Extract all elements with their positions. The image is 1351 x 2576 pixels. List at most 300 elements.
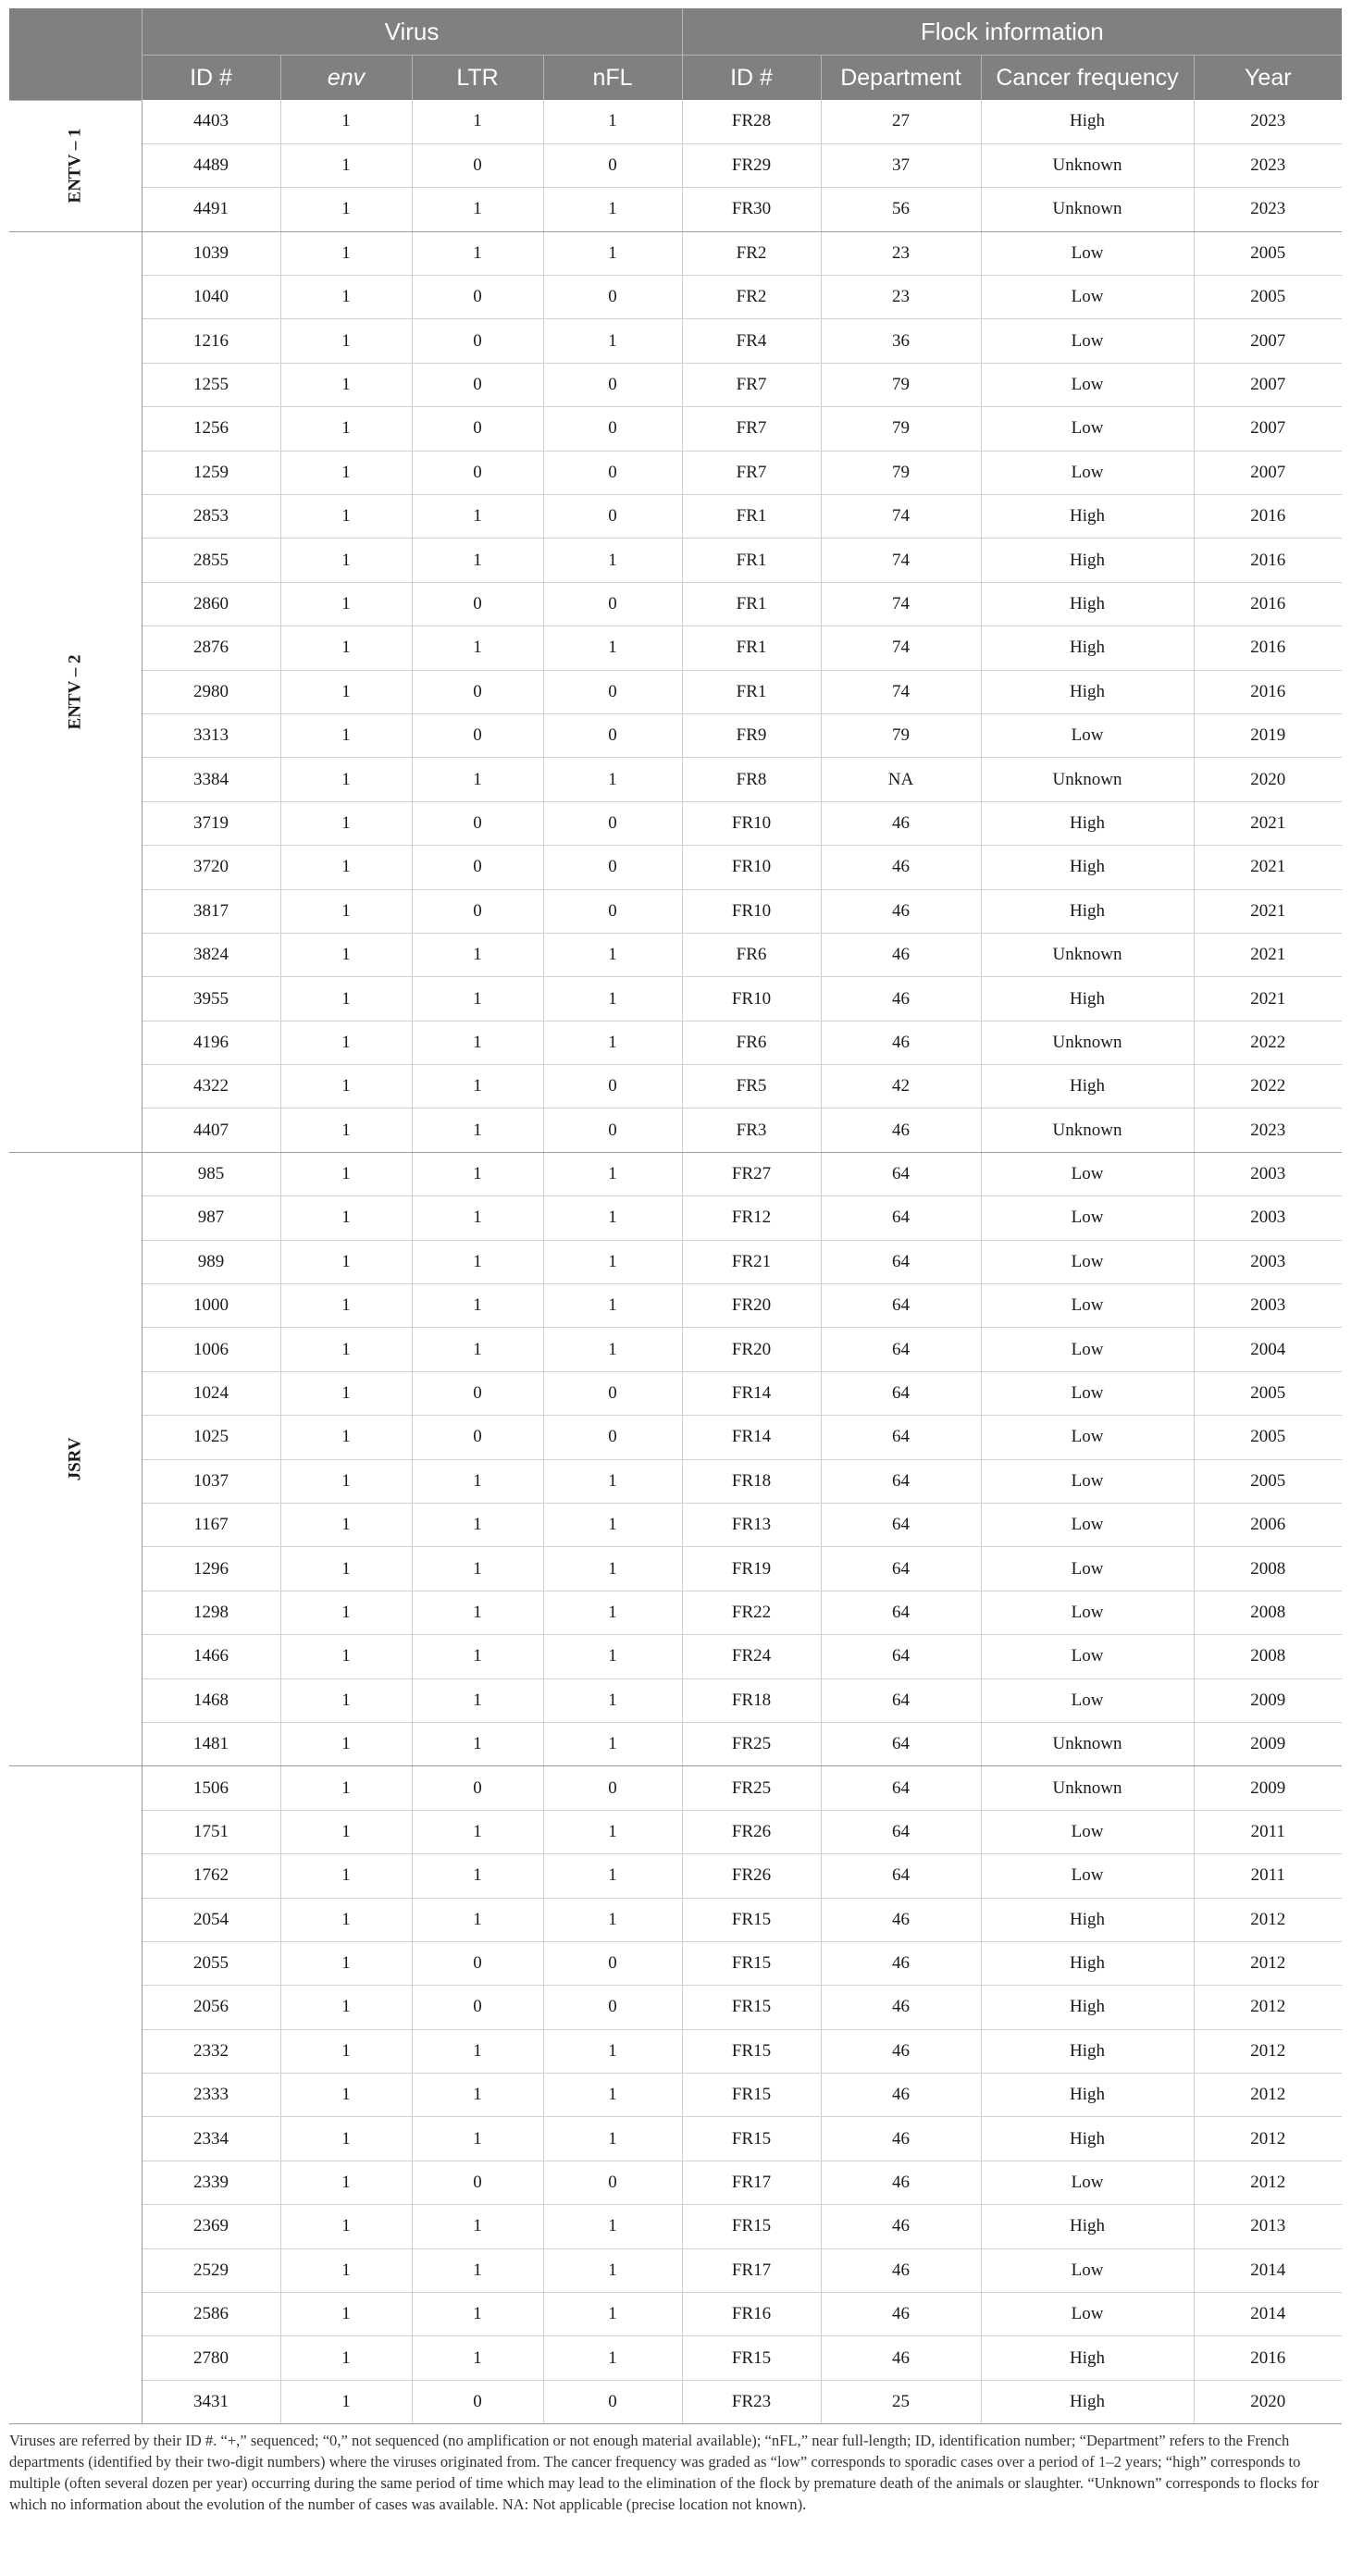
department-cell: 64 — [821, 1547, 981, 1591]
year-cell: 2007 — [1194, 451, 1342, 494]
year-cell: 2007 — [1194, 407, 1342, 451]
virus-id-cell: 1000 — [142, 1284, 280, 1328]
cancer-frequency-cell: High — [981, 539, 1194, 582]
flock-id-cell: FR4 — [682, 319, 821, 363]
ltr-cell: 1 — [412, 2117, 543, 2161]
department-cell: 46 — [821, 2029, 981, 2073]
table-row — [9, 1240, 1342, 1283]
department-cell: 46 — [821, 1898, 981, 1941]
cancer-frequency-cell: High — [981, 1898, 1194, 1941]
department-cell: 79 — [821, 713, 981, 757]
cancer-frequency-cell: Unknown — [981, 933, 1194, 976]
env-cell: 1 — [280, 977, 412, 1021]
table-body — [9, 100, 1342, 2424]
department-cell: 46 — [821, 2117, 981, 2161]
year-cell: 2016 — [1194, 495, 1342, 539]
env-cell: 1 — [280, 1547, 412, 1591]
ltr-cell: 1 — [412, 231, 543, 275]
ltr-cell: 0 — [412, 889, 543, 933]
ltr-cell: 0 — [412, 451, 543, 494]
nfl-cell: 1 — [543, 1898, 682, 1941]
env-cell: 1 — [280, 100, 412, 143]
year-cell: 2004 — [1194, 1328, 1342, 1371]
col-year: Year — [1194, 56, 1342, 101]
year-cell: 2003 — [1194, 1196, 1342, 1240]
cancer-frequency-cell: Low — [981, 2161, 1194, 2204]
env-cell: 1 — [280, 1152, 412, 1195]
cancer-frequency-cell: High — [981, 801, 1194, 845]
virus-id-cell: 985 — [142, 1152, 280, 1195]
cancer-frequency-cell: Low — [981, 407, 1194, 451]
table-row — [9, 231, 1342, 275]
group-cell — [9, 1152, 142, 1765]
ltr-cell: 1 — [412, 1459, 543, 1503]
flock-id-cell: FR2 — [682, 276, 821, 319]
year-cell: 2014 — [1194, 2248, 1342, 2292]
env-cell: 1 — [280, 1635, 412, 1678]
virus-id-cell: 2055 — [142, 1941, 280, 1985]
ltr-cell: 0 — [412, 407, 543, 451]
cancer-frequency-cell: Low — [981, 319, 1194, 363]
department-cell: 46 — [821, 1021, 981, 1064]
virus-id-cell: 1037 — [142, 1459, 280, 1503]
ltr-cell: 1 — [412, 1021, 543, 1064]
virus-id-cell: 3313 — [142, 713, 280, 757]
group-label: ENTV – 2 — [65, 654, 85, 730]
year-cell: 2021 — [1194, 933, 1342, 976]
department-cell: 64 — [821, 1810, 981, 1853]
env-cell: 1 — [280, 407, 412, 451]
ltr-cell: 1 — [412, 1635, 543, 1678]
department-cell: 64 — [821, 1722, 981, 1765]
cancer-frequency-cell: High — [981, 889, 1194, 933]
virus-id-cell: 2853 — [142, 495, 280, 539]
cancer-frequency-cell: High — [981, 1065, 1194, 1108]
flock-id-cell: FR9 — [682, 713, 821, 757]
flock-id-cell: FR16 — [682, 2293, 821, 2336]
ltr-cell: 1 — [412, 1108, 543, 1152]
year-cell: 2005 — [1194, 276, 1342, 319]
env-cell: 1 — [280, 801, 412, 845]
virus-id-cell: 3719 — [142, 801, 280, 845]
virus-id-cell: 1506 — [142, 1766, 280, 1810]
table-row — [9, 889, 1342, 933]
table-row — [9, 2380, 1342, 2423]
year-cell: 2013 — [1194, 2205, 1342, 2248]
virus-id-cell: 1025 — [142, 1416, 280, 1459]
table-row — [9, 582, 1342, 625]
nfl-cell: 0 — [543, 143, 682, 187]
env-cell: 1 — [280, 1065, 412, 1108]
ltr-cell: 0 — [412, 1986, 543, 2029]
flock-id-cell: FR24 — [682, 1635, 821, 1678]
env-cell: 1 — [280, 1722, 412, 1765]
flock-id-cell: FR2 — [682, 231, 821, 275]
flock-id-cell: FR27 — [682, 1152, 821, 1195]
ltr-cell: 0 — [412, 143, 543, 187]
env-cell: 1 — [280, 1328, 412, 1371]
cancer-frequency-cell: Low — [981, 276, 1194, 319]
virus-id-cell: 3824 — [142, 933, 280, 976]
ltr-cell: 1 — [412, 626, 543, 670]
nfl-cell: 1 — [543, 2117, 682, 2161]
year-cell: 2005 — [1194, 1416, 1342, 1459]
virus-id-cell: 1040 — [142, 276, 280, 319]
ltr-cell: 1 — [412, 2248, 543, 2292]
table-page — [9, 8, 1342, 2515]
nfl-cell: 0 — [543, 1986, 682, 2029]
ltr-cell: 1 — [412, 758, 543, 801]
year-cell: 2023 — [1194, 143, 1342, 187]
flock-id-cell: FR14 — [682, 1371, 821, 1415]
table-row — [9, 1766, 1342, 1810]
env-cell: 1 — [280, 1678, 412, 1722]
env-cell: 1 — [280, 539, 412, 582]
nfl-cell: 0 — [543, 407, 682, 451]
flock-id-cell: FR26 — [682, 1810, 821, 1853]
flock-id-cell: FR17 — [682, 2161, 821, 2204]
department-cell: 74 — [821, 582, 981, 625]
department-cell: 64 — [821, 1591, 981, 1634]
flock-id-cell: FR15 — [682, 1941, 821, 1985]
flock-id-cell: FR3 — [682, 1108, 821, 1152]
year-cell: 2014 — [1194, 2293, 1342, 2336]
flock-id-cell: FR10 — [682, 801, 821, 845]
table-row — [9, 2117, 1342, 2161]
env-cell: 1 — [280, 1196, 412, 1240]
year-cell: 2021 — [1194, 977, 1342, 1021]
table-row — [9, 319, 1342, 363]
flock-id-cell: FR15 — [682, 1898, 821, 1941]
year-cell: 2012 — [1194, 1898, 1342, 1941]
department-cell: 64 — [821, 1504, 981, 1547]
nfl-cell: 0 — [543, 2380, 682, 2423]
ltr-cell: 0 — [412, 1416, 543, 1459]
flock-id-cell: FR19 — [682, 1547, 821, 1591]
virus-id-cell: 3431 — [142, 2380, 280, 2423]
table-row — [9, 1591, 1342, 1634]
department-cell: 79 — [821, 451, 981, 494]
env-cell: 1 — [280, 713, 412, 757]
table-row — [9, 2205, 1342, 2248]
nfl-cell: 1 — [543, 1152, 682, 1195]
virus-id-cell: 3720 — [142, 846, 280, 889]
year-cell: 2007 — [1194, 319, 1342, 363]
flock-id-cell: FR10 — [682, 977, 821, 1021]
table-footnote: Viruses are referred by their ID #. “+,” sequenced; “0,” not sequenced (no amplification or not enough material available); “nFL,” near full-length; ID, identification number; “Department” refers to the French departments (identified by their two-digit numbers) where the viruses originated from. The cancer frequency was graded as “low” corresponds to sporadic cases over a period of 1–2 years; “high” corresponds to multiple (often several dozen per year) occurring during the same period of time which may lead to the elimination of the flock by premature death of the animals or slaughter. “Unknown” corresponds to flocks for which no information about the evolution of the number of cases was available. NA: Not applicable (precise location not known). — [9, 2432, 1320, 2514]
department-cell: 42 — [821, 1065, 981, 1108]
flock-id-cell: FR30 — [682, 188, 821, 231]
table-row — [9, 539, 1342, 582]
nfl-cell: 1 — [543, 231, 682, 275]
flock-id-cell: FR6 — [682, 933, 821, 976]
department-cell: 46 — [821, 1986, 981, 2029]
flock-id-cell: FR1 — [682, 670, 821, 713]
table-row — [9, 2161, 1342, 2204]
table-row — [9, 1898, 1342, 1941]
env-cell: 1 — [280, 1284, 412, 1328]
virus-id-cell: 2780 — [142, 2336, 280, 2380]
department-cell: 64 — [821, 1371, 981, 1415]
ltr-cell: 1 — [412, 1810, 543, 1853]
department-cell: 64 — [821, 1152, 981, 1195]
ltr-cell: 1 — [412, 1722, 543, 1765]
ltr-cell: 0 — [412, 801, 543, 845]
ltr-cell: 0 — [412, 846, 543, 889]
flock-id-cell: FR1 — [682, 539, 821, 582]
year-cell: 2012 — [1194, 1941, 1342, 1985]
ltr-cell: 0 — [412, 2380, 543, 2423]
year-cell: 2006 — [1194, 1504, 1342, 1547]
cancer-frequency-cell: High — [981, 2117, 1194, 2161]
nfl-cell: 1 — [543, 1810, 682, 1853]
env-cell: 1 — [280, 1240, 412, 1283]
col-nfl: nFL — [543, 56, 682, 101]
nfl-cell: 0 — [543, 495, 682, 539]
virus-id-cell: 2855 — [142, 539, 280, 582]
env-cell: 1 — [280, 188, 412, 231]
header-corner — [9, 8, 142, 100]
ltr-cell: 1 — [412, 1240, 543, 1283]
nfl-cell: 0 — [543, 451, 682, 494]
flock-id-cell: FR15 — [682, 1986, 821, 2029]
ltr-cell: 1 — [412, 1328, 543, 1371]
department-cell: 64 — [821, 1416, 981, 1459]
flock-id-cell: FR15 — [682, 2074, 821, 2117]
virus-group-header: Virus — [142, 8, 682, 56]
table-row — [9, 713, 1342, 757]
table-row — [9, 1196, 1342, 1240]
nfl-cell: 1 — [543, 1284, 682, 1328]
table-row — [9, 1635, 1342, 1678]
flock-id-cell: FR13 — [682, 1504, 821, 1547]
flock-id-cell: FR26 — [682, 1854, 821, 1898]
header-column-row — [9, 56, 1342, 101]
flock-id-cell: FR23 — [682, 2380, 821, 2423]
department-cell: 46 — [821, 889, 981, 933]
year-cell: 2016 — [1194, 582, 1342, 625]
ltr-cell: 0 — [412, 276, 543, 319]
virus-id-cell: 1762 — [142, 1854, 280, 1898]
env-cell: 1 — [280, 1810, 412, 1853]
flock-id-cell: FR29 — [682, 143, 821, 187]
ltr-cell: 1 — [412, 1591, 543, 1634]
env-cell: 1 — [280, 582, 412, 625]
env-cell: 1 — [280, 143, 412, 187]
env-cell: 1 — [280, 231, 412, 275]
table-row — [9, 1152, 1342, 1195]
virus-id-cell: 1216 — [142, 319, 280, 363]
env-cell: 1 — [280, 1591, 412, 1634]
ltr-cell: 1 — [412, 2205, 543, 2248]
cancer-frequency-cell: Low — [981, 1196, 1194, 1240]
cancer-frequency-cell: Unknown — [981, 1021, 1194, 1064]
ltr-cell: 1 — [412, 1678, 543, 1722]
virus-id-cell: 1751 — [142, 1810, 280, 1853]
env-cell: 1 — [280, 1459, 412, 1503]
year-cell: 2020 — [1194, 2380, 1342, 2423]
virus-id-cell: 1256 — [142, 407, 280, 451]
year-cell: 2005 — [1194, 1459, 1342, 1503]
nfl-cell: 0 — [543, 1941, 682, 1985]
col-virus-id: ID # — [142, 56, 280, 101]
env-cell: 1 — [280, 451, 412, 494]
table-row — [9, 495, 1342, 539]
nfl-cell: 1 — [543, 1459, 682, 1503]
nfl-cell: 0 — [543, 363, 682, 406]
env-cell: 1 — [280, 758, 412, 801]
cancer-frequency-cell: Unknown — [981, 758, 1194, 801]
env-cell: 1 — [280, 933, 412, 976]
virus-id-cell: 2339 — [142, 2161, 280, 2204]
ltr-cell: 0 — [412, 2161, 543, 2204]
flock-id-cell: FR20 — [682, 1284, 821, 1328]
flock-id-cell: FR1 — [682, 582, 821, 625]
cancer-frequency-cell: Low — [981, 1854, 1194, 1898]
ltr-cell: 0 — [412, 363, 543, 406]
year-cell: 2020 — [1194, 758, 1342, 801]
env-cell: 1 — [280, 1416, 412, 1459]
year-cell: 2011 — [1194, 1854, 1342, 1898]
flock-id-cell: FR25 — [682, 1766, 821, 1810]
nfl-cell: 1 — [543, 1328, 682, 1371]
cancer-frequency-cell: Low — [981, 1284, 1194, 1328]
year-cell: 2016 — [1194, 539, 1342, 582]
cancer-frequency-cell: Low — [981, 363, 1194, 406]
nfl-cell: 1 — [543, 2248, 682, 2292]
table-row — [9, 1678, 1342, 1722]
cancer-frequency-cell: High — [981, 2029, 1194, 2073]
cancer-frequency-cell: High — [981, 2205, 1194, 2248]
cancer-frequency-cell: High — [981, 100, 1194, 143]
virus-id-cell: 1296 — [142, 1547, 280, 1591]
virus-id-cell: 1468 — [142, 1678, 280, 1722]
ltr-cell: 1 — [412, 539, 543, 582]
table-row — [9, 100, 1342, 143]
header-group-row — [9, 8, 1342, 56]
ltr-cell: 1 — [412, 1854, 543, 1898]
cancer-frequency-cell: Unknown — [981, 1108, 1194, 1152]
cancer-frequency-cell: Low — [981, 1371, 1194, 1415]
env-cell: 1 — [280, 319, 412, 363]
virus-id-cell: 2333 — [142, 2074, 280, 2117]
flock-id-cell: FR6 — [682, 1021, 821, 1064]
ltr-cell: 1 — [412, 2336, 543, 2380]
env-cell: 1 — [280, 846, 412, 889]
ltr-cell: 1 — [412, 1065, 543, 1108]
year-cell: 2023 — [1194, 100, 1342, 143]
group-label: ENTV – 1 — [65, 128, 85, 204]
virus-id-cell: 989 — [142, 1240, 280, 1283]
virus-id-cell: 4196 — [142, 1021, 280, 1064]
department-cell: 64 — [821, 1678, 981, 1722]
department-cell: 64 — [821, 1635, 981, 1678]
cancer-frequency-cell: High — [981, 846, 1194, 889]
year-cell: 2023 — [1194, 1108, 1342, 1152]
year-cell: 2022 — [1194, 1065, 1342, 1108]
year-cell: 2019 — [1194, 713, 1342, 757]
table-row — [9, 1459, 1342, 1503]
nfl-cell: 0 — [543, 1371, 682, 1415]
year-cell: 2008 — [1194, 1591, 1342, 1634]
table-row — [9, 670, 1342, 713]
env-cell: 1 — [280, 2074, 412, 2117]
table-row — [9, 801, 1342, 845]
department-cell: 46 — [821, 801, 981, 845]
ltr-cell: 1 — [412, 188, 543, 231]
department-cell: 46 — [821, 2293, 981, 2336]
flock-id-cell: FR17 — [682, 2248, 821, 2292]
env-cell: 1 — [280, 1941, 412, 1985]
table-header — [9, 8, 1342, 100]
table-row — [9, 1284, 1342, 1328]
flock-id-cell: FR1 — [682, 495, 821, 539]
virus-id-cell: 1298 — [142, 1591, 280, 1634]
nfl-cell: 1 — [543, 1240, 682, 1283]
ltr-cell: 0 — [412, 713, 543, 757]
table-row — [9, 1065, 1342, 1108]
cancer-frequency-cell: Low — [981, 1678, 1194, 1722]
department-cell: 64 — [821, 1854, 981, 1898]
nfl-cell: 1 — [543, 1635, 682, 1678]
table-row — [9, 188, 1342, 231]
ltr-cell: 1 — [412, 1547, 543, 1591]
cancer-frequency-cell: Low — [981, 713, 1194, 757]
year-cell: 2022 — [1194, 1021, 1342, 1064]
table-row — [9, 1416, 1342, 1459]
department-cell: 37 — [821, 143, 981, 187]
table-row — [9, 2293, 1342, 2336]
nfl-cell: 0 — [543, 889, 682, 933]
flock-id-cell: FR12 — [682, 1196, 821, 1240]
env-cell: 1 — [280, 889, 412, 933]
env-cell: 1 — [280, 626, 412, 670]
cancer-frequency-cell: High — [981, 2380, 1194, 2423]
cancer-frequency-cell: High — [981, 495, 1194, 539]
cancer-frequency-cell: Low — [981, 231, 1194, 275]
table-row — [9, 758, 1342, 801]
virus-id-cell: 3384 — [142, 758, 280, 801]
department-cell: 74 — [821, 670, 981, 713]
virus-id-cell: 1039 — [142, 231, 280, 275]
virus-id-cell: 2586 — [142, 2293, 280, 2336]
cancer-frequency-cell: Low — [981, 1504, 1194, 1547]
env-cell: 1 — [280, 1766, 412, 1810]
env-cell: 1 — [280, 670, 412, 713]
nfl-cell: 1 — [543, 2029, 682, 2073]
ltr-cell: 1 — [412, 933, 543, 976]
flock-id-cell: FR15 — [682, 2029, 821, 2073]
ltr-cell: 1 — [412, 977, 543, 1021]
flock-id-cell: FR14 — [682, 1416, 821, 1459]
nfl-cell: 1 — [543, 1196, 682, 1240]
department-cell: 23 — [821, 276, 981, 319]
col-department: Department — [821, 56, 981, 101]
col-cancer-frequency: Cancer frequency — [981, 56, 1194, 101]
flock-id-cell: FR10 — [682, 889, 821, 933]
nfl-cell: 1 — [543, 2205, 682, 2248]
ltr-cell: 1 — [412, 2293, 543, 2336]
ltr-cell: 1 — [412, 1504, 543, 1547]
year-cell: 2012 — [1194, 2074, 1342, 2117]
ltr-cell: 1 — [412, 495, 543, 539]
table-row — [9, 276, 1342, 319]
year-cell: 2009 — [1194, 1678, 1342, 1722]
table-row — [9, 933, 1342, 976]
cancer-frequency-cell: Low — [981, 1459, 1194, 1503]
year-cell: 2016 — [1194, 2336, 1342, 2380]
nfl-cell: 1 — [543, 539, 682, 582]
